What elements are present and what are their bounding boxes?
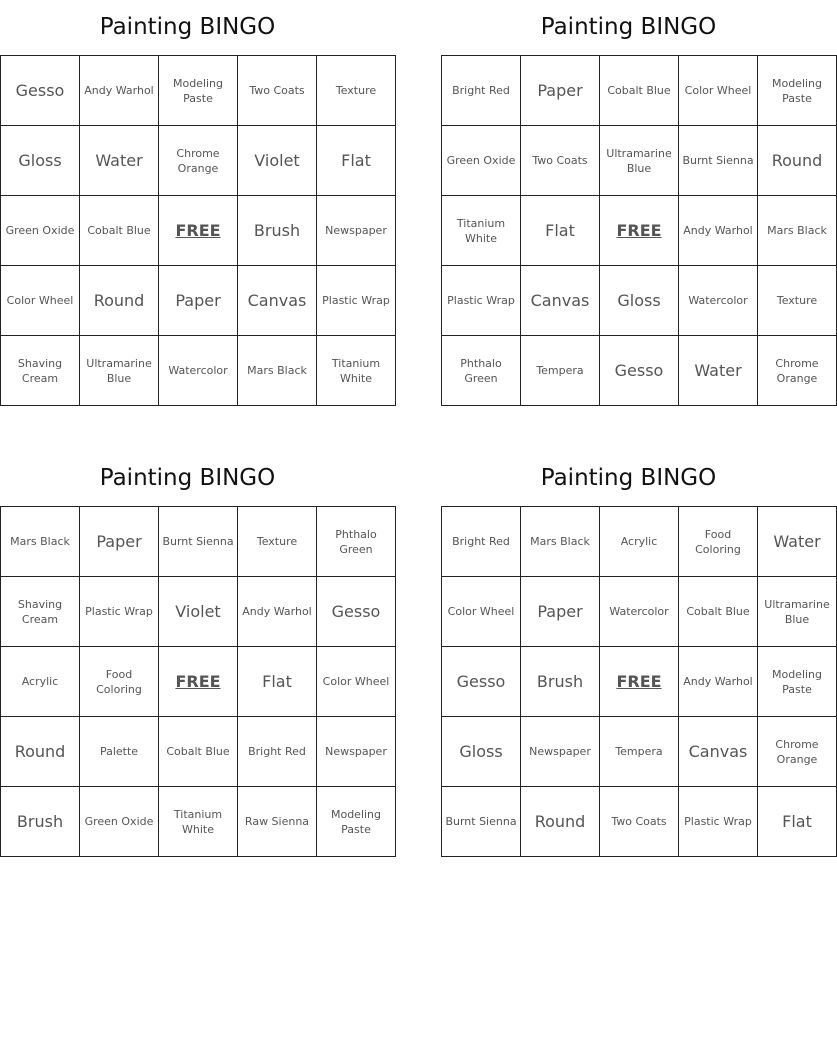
grid-cell: Phthalo Green [317,507,396,577]
grid-cell: Two Coats [521,126,600,196]
grid-row [442,56,837,126]
grid-cell: Texture [238,507,317,577]
grid-cell: Mars Black [521,507,600,577]
grid-cell: Bright Red [442,56,521,126]
grid-cell: Two Coats [600,787,679,857]
grid-cell: Newspaper [317,196,396,266]
grid-row [442,126,837,196]
grid-row [442,717,837,787]
grid-cell: Ultramarine Blue [758,577,837,647]
grid-row [442,647,837,717]
grid-cell: Gloss [442,717,521,787]
grid-cell: Mars Black [1,507,80,577]
card-title: Painting BINGO [540,14,717,40]
grid-cell: Chrome Orange [758,336,837,406]
grid-cell: Chrome Orange [159,126,238,196]
grid-cell: Green Oxide [442,126,521,196]
grid-cell: Gesso [317,577,396,647]
grid-cell: Round [758,126,837,196]
grid-cell: Palette [80,717,159,787]
grid-cell: Cobalt Blue [80,196,159,266]
grid-row [1,336,396,406]
grid-cell: Texture [758,266,837,336]
grid-cell: Flat [238,647,317,717]
grid-cell: Ultramarine Blue [600,126,679,196]
grid-cell: Acrylic [600,507,679,577]
grid-cell: Newspaper [317,717,396,787]
grid-row [1,196,396,266]
grid-cell: Flat [758,787,837,857]
grid-cell: Shaving Cream [1,577,80,647]
grid-cell: Gesso [600,336,679,406]
free-space-cell: FREE [600,196,679,266]
grid-cell: Plastic Wrap [679,787,758,857]
grid-row [1,647,396,717]
grid-cell: Ultramarine Blue [80,336,159,406]
grid-cell: Food Coloring [80,647,159,717]
card-title: Painting BINGO [540,465,717,491]
grid-row [442,507,837,577]
grid-cell: Shaving Cream [1,336,80,406]
free-space-cell: FREE [159,196,238,266]
grid-cell: Bright Red [238,717,317,787]
grid-row [442,577,837,647]
grid-cell: Watercolor [159,336,238,406]
grid-cell: Water [80,126,159,196]
grid-cell: Gesso [1,56,80,126]
grid-row [442,266,837,336]
grid-cell: Titanium White [442,196,521,266]
grid-cell: Burnt Sienna [159,507,238,577]
grid-cell: Plastic Wrap [80,577,159,647]
grid-cell: Brush [1,787,80,857]
grid-cell: Andy Warhol [679,647,758,717]
grid-cell: Color Wheel [1,266,80,336]
grid-cell: Modeling Paste [758,56,837,126]
grid-row [442,336,837,406]
grid-cell: Round [1,717,80,787]
grid-cell: Brush [238,196,317,266]
free-space-cell: FREE [600,647,679,717]
grid-cell: Raw Sienna [238,787,317,857]
grid-cell: Brush [521,647,600,717]
grid-row [1,787,396,857]
grid-cell: Water [679,336,758,406]
grid-cell: Paper [159,266,238,336]
grid-row [1,577,396,647]
grid-cell: Plastic Wrap [442,266,521,336]
grid-cell: Paper [521,577,600,647]
grid-row [1,126,396,196]
grid-cell: Phthalo Green [442,336,521,406]
bingo-grid [0,506,396,857]
grid-cell: Water [758,507,837,577]
grid-cell: Round [80,266,159,336]
grid-cell: Canvas [679,717,758,787]
grid-cell: Food Coloring [679,507,758,577]
bingo-grid [0,55,396,406]
grid-cell: Round [521,787,600,857]
grid-cell: Violet [159,577,238,647]
grid-cell: Chrome Orange [758,717,837,787]
grid-cell: Modeling Paste [317,787,396,857]
grid-cell: Modeling Paste [159,56,238,126]
bingo-grid [441,506,837,857]
grid-cell: Plastic Wrap [317,266,396,336]
grid-cell: Andy Warhol [238,577,317,647]
grid-cell: Acrylic [1,647,80,717]
free-space-cell: FREE [159,647,238,717]
grid-cell: Bright Red [442,507,521,577]
grid-cell: Modeling Paste [758,647,837,717]
grid-cell: Gesso [442,647,521,717]
grid-cell: Cobalt Blue [600,56,679,126]
grid-cell: Color Wheel [442,577,521,647]
card-title: Painting BINGO [99,465,276,491]
grid-cell: Andy Warhol [80,56,159,126]
grid-cell: Tempera [521,336,600,406]
grid-cell: Watercolor [679,266,758,336]
grid-cell: Paper [521,56,600,126]
grid-cell: Cobalt Blue [159,717,238,787]
grid-cell: Color Wheel [679,56,758,126]
grid-cell: Titanium White [159,787,238,857]
grid-cell: Newspaper [521,717,600,787]
grid-cell: Titanium White [317,336,396,406]
grid-row [1,717,396,787]
grid-row [1,266,396,336]
grid-cell: Two Coats [238,56,317,126]
grid-cell: Mars Black [238,336,317,406]
grid-cell: Watercolor [600,577,679,647]
grid-row [442,787,837,857]
card-title: Painting BINGO [99,14,276,40]
grid-cell: Flat [317,126,396,196]
grid-cell: Canvas [238,266,317,336]
grid-cell: Cobalt Blue [679,577,758,647]
grid-cell: Gloss [1,126,80,196]
grid-cell: Gloss [600,266,679,336]
grid-row [1,56,396,126]
grid-cell: Burnt Sienna [679,126,758,196]
grid-row [442,196,837,266]
grid-cell: Flat [521,196,600,266]
grid-row [1,507,396,577]
grid-cell: Violet [238,126,317,196]
grid-cell: Color Wheel [317,647,396,717]
grid-cell: Andy Warhol [679,196,758,266]
grid-cell: Green Oxide [80,787,159,857]
bingo-grid [441,55,837,406]
grid-cell: Canvas [521,266,600,336]
grid-cell: Texture [317,56,396,126]
grid-cell: Burnt Sienna [442,787,521,857]
grid-cell: Paper [80,507,159,577]
grid-cell: Green Oxide [1,196,80,266]
grid-cell: Mars Black [758,196,837,266]
grid-cell: Tempera [600,717,679,787]
